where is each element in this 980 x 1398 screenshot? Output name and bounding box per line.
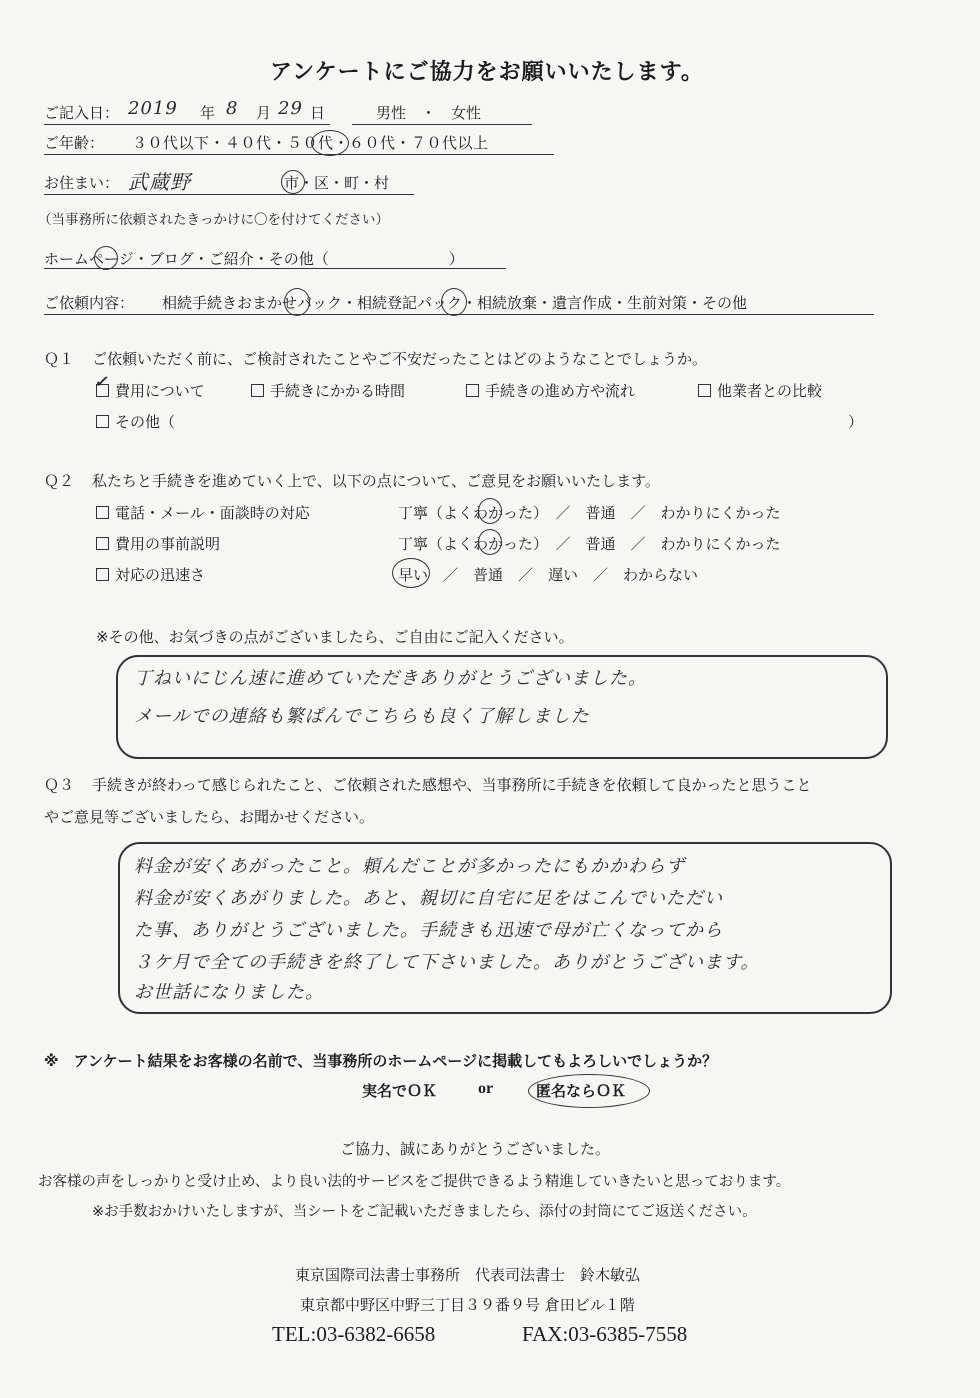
q1-option-time[interactable]: 手続きにかかる時間 [251,380,405,401]
checkbox-icon [251,384,264,397]
q3-question-line-2: やご意見等ございましたら、お聞かせください。 [44,808,375,826]
address-selected-circle [281,170,305,194]
date-day-value: 29 [278,98,303,119]
q1-other-close: ） [848,413,864,431]
q2-comment-line-1: 丁ねいにじん速に進めていただきありがとうございました。 [134,668,647,689]
q3-answer-line-3: た事、ありがとうございました。手続きも迅速で母が亡くなってから [134,920,723,941]
q2-comment-prompt: ※その他、お気づきの点がございましたら、ご自由にご記入ください。 [96,628,574,646]
checkbox-icon [96,415,109,428]
page-title: アンケートにご協力をお願いいたします。 [270,60,704,85]
trigger-selected-circle [94,246,118,270]
q2-circle-contact [478,498,502,524]
q2-row-speed[interactable]: 対応の迅速さ [96,564,205,585]
request-circle-1 [284,288,310,316]
q3-question-line-1: 手続きが終わって感じられたこと、ご依頼された感想や、当事務所に手続きを依頼して良かったと思うこと [92,776,812,794]
age-underline [44,154,554,155]
age-options: ３０代以下・４０代・５０代・６０代・７０代以上 [132,134,489,152]
q2-scale-speed: 早い ／ 普通 ／ 遅い ／ わからない [398,566,699,584]
month-label: 月 [256,104,272,122]
office-name: 東京国際司法書士事務所 代表司法書士 鈴木敏弘 [295,1266,641,1284]
publish-question: ※ アンケート結果をお客様の名前で、当事務所のホームページに掲載してもよろしいでしょうか？ [44,1052,718,1070]
q2-comment-line-2: メールでの連絡も繁ぱんでこちらも良く了解しました [134,706,590,727]
date-label: ご記入日： [44,104,120,122]
checkbox-icon [698,384,711,397]
trigger-instruction: （当事務所に依頼されたきっかけに〇を付けてください） [38,212,389,228]
footer-thanks: ご協力、誠にありがとうございました。 [340,1140,611,1158]
q3-answer-line-2: 料金が安くあがりました。あと、親切に自宅に足をはこんでいただい [134,888,723,909]
checkbox-icon [96,537,109,550]
age-label: ご年齢： [44,134,105,152]
q1-option-process[interactable]: 手続きの進め方や流れ [466,380,635,401]
age-selected-circle [311,130,349,156]
date-underline [44,124,330,125]
q2-question: 私たちと手続きを進めていく上で、以下の点について、ご意見をお願いいたします。 [92,472,660,490]
publish-selected-circle [528,1074,650,1108]
gender-options: 男性 ・ 女性 [376,104,482,122]
date-year-value: 2019 [128,98,178,119]
gender-underline [352,124,532,125]
request-underline [44,314,874,315]
q3-answer-line-5: お世話になりました。 [134,982,324,1003]
checkbox-icon [96,506,109,519]
q1-option-other[interactable]: その他（ [96,411,175,432]
footer-message: お客様の声をしっかりと受け止め、より良い法的サービスをご提供できるよう精進していきたいと思っております。 [38,1174,791,1190]
q1-question: ご依頼いただく前に、ご検討されたことやご不安だったことはどのようなことでしょうか。 [92,350,708,368]
address-value: 武蔵野 [128,170,191,194]
checkmark-icon: ✓ [94,372,109,391]
publish-option-real[interactable]: 実名でＯＫ [362,1082,438,1100]
q2-scale-cost: 丁寧（よくわかった） ／ 普通 ／ わかりにくかった [398,535,781,553]
year-label: 年 [200,104,216,122]
address-underline [44,194,414,195]
q2-number: Ｑ２ [44,472,75,490]
q2-circle-speed [392,558,430,588]
address-options: 市・区・町・村 [284,174,390,192]
office-address: 東京都中野区中野三丁目３９番９号 倉田ビル１階 [300,1296,635,1314]
checkbox-icon [96,568,109,581]
date-month-value: 8 [226,98,239,119]
publish-or: or [478,1080,494,1097]
footer-return-note: ※お手数おかけいたしますが、当シートをご記載いただきましたら、添付の封筒にてご返送ください。 [92,1204,757,1220]
q2-circle-cost [478,529,502,555]
publish-option-anon[interactable]: 匿名ならＯＫ [536,1082,627,1100]
request-label: ご依頼内容： [44,294,135,312]
q3-number: Ｑ３ [44,776,75,794]
q2-scale-contact: 丁寧（よくわかった） ／ 普通 ／ わかりにくかった [398,504,781,522]
address-label: お住まい： [44,174,120,192]
q1-option-compare[interactable]: 他業者との比較 [698,380,822,401]
trigger-options: ホームページ・ブログ・ご紹介・その他（ ） [44,250,464,268]
day-label: 日 [310,104,326,122]
q3-answer-line-4: ３ケ月で全ての手続きを終了して下さいました。ありがとうございます。 [134,952,760,973]
q2-row-contact[interactable]: 電話・メール・面談時の対応 [96,502,310,523]
office-fax: FAX:03-6385-7558 [522,1322,688,1346]
office-tel: TEL:03-6382-6658 [272,1322,436,1346]
q3-answer-line-1: 料金が安くあがったこと。頼んだことが多かったにもかかわらず [134,856,685,877]
request-options: 相続手続きおまかせパック・相続登記パック・相続放棄・遺言作成・生前対策・その他 [162,294,748,312]
q1-number: Ｑ１ [44,350,75,368]
checkbox-icon [466,384,479,397]
q1-option-cost[interactable]: 費用について [96,380,205,401]
request-circle-2 [441,288,467,316]
q2-row-cost[interactable]: 費用の事前説明 [96,533,220,554]
trigger-underline [44,268,506,269]
